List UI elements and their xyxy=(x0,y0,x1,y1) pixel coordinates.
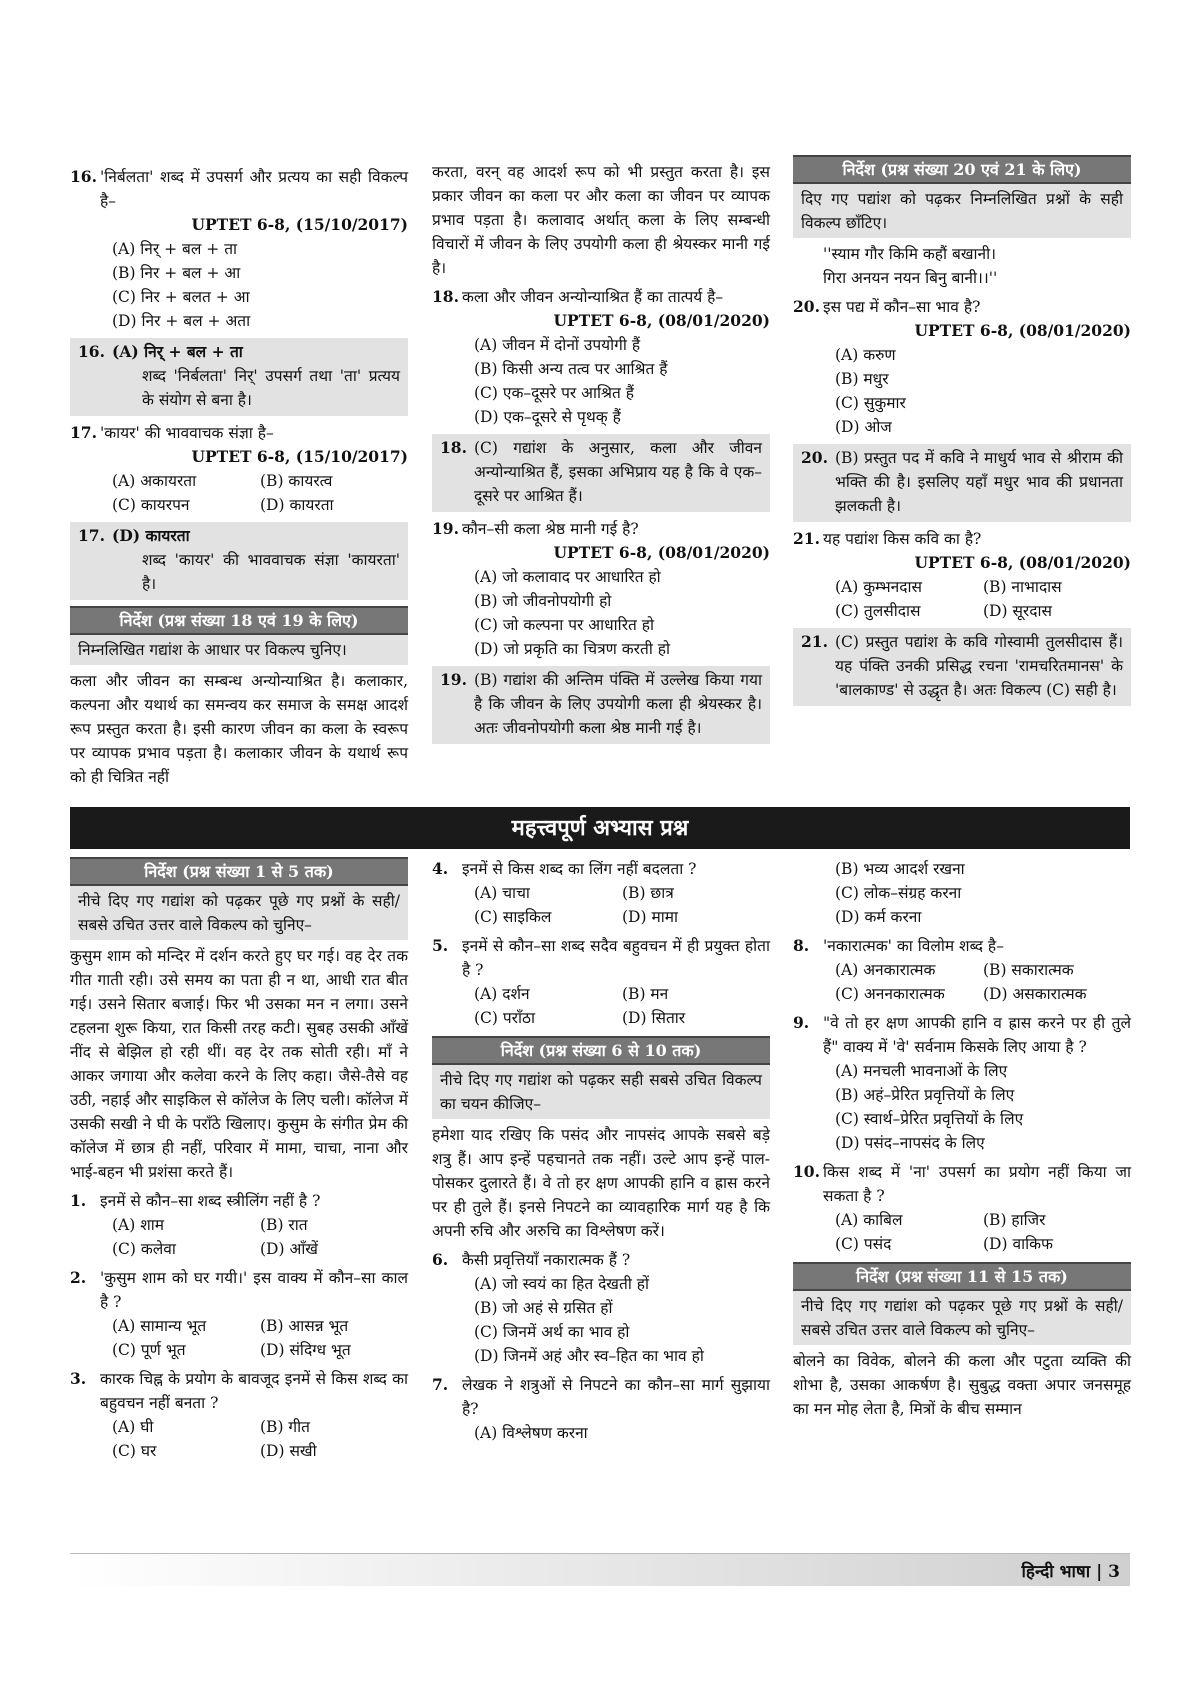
bottom-column-3 xyxy=(793,857,1131,1421)
options xyxy=(793,575,1131,623)
answer-explanation: प्रस्तुत पद्यांश के कवि गोस्वामी तुलसीदास हैं। यह पंक्ति उनकी प्रसिद्ध रचना 'रामचरितमानस' के 'बालकाण्ड' से उद्धृत है। अतः विकल्प (C) सही है। xyxy=(835,633,1123,699)
question-number: 9. xyxy=(793,1013,810,1032)
answer-number: 20. xyxy=(801,448,828,467)
question-8 xyxy=(793,934,1131,958)
answer-head: (B) xyxy=(474,671,498,689)
question-text: इनमें से कौन–सा शब्द सदैव बहुवचन में ही प्रयुक्त होता है ? xyxy=(462,937,770,979)
option: (D) सखी xyxy=(260,1442,317,1460)
options xyxy=(793,343,1131,439)
question-number: 21. xyxy=(793,529,820,548)
passage: बोलने का विवेक, बोलने की कला और पटुता व्यक्ति की शोभा है, उसका आकर्षण है। सुबुद्ध वक्ता अपार जनसमूह का मन मोह लेता है, मित्रों के बीच सम्मान xyxy=(793,1352,1131,1418)
option: (A) निर् + बल + ता xyxy=(112,240,238,258)
question-number: 1. xyxy=(70,1191,87,1210)
question-number: 17. xyxy=(70,423,97,442)
options xyxy=(793,1059,1131,1155)
options xyxy=(432,333,770,429)
question-7 xyxy=(432,1373,770,1421)
question-4 xyxy=(432,857,770,881)
option: (B) हाजिर xyxy=(983,1211,1046,1229)
question-5 xyxy=(432,934,770,982)
passage-continued: करता, वरन् वह आदर्श रूप को भी प्रस्तुत करता है। इस प्रकार जीवन का कला पर और कला का जीवन पर व्यापक प्रभाव पड़ता है। कलावाद अर्थात् कला के लिए सम्बन्धी विचारों में जीवन के लिए उपयोगी कला ही श्रेयस्कर मानी गई है। xyxy=(432,163,770,277)
answer-16 xyxy=(70,338,408,416)
answer-18 xyxy=(432,434,770,512)
option: (B) मन xyxy=(622,985,669,1003)
option: (A) घी xyxy=(112,1418,154,1436)
option: (A) चाचा xyxy=(474,884,530,902)
question-text: किस शब्द में 'ना' उपसर्ग का प्रयोग नहीं किया जा सकता है ? xyxy=(823,1163,1131,1205)
option: (A) सामान्य भूत xyxy=(112,1317,207,1335)
question-text: कौन–सी कला श्रेष्ठ मानी गई है? xyxy=(462,520,639,538)
option: (C) लोक–संग्रह करना xyxy=(835,884,962,902)
question-text: इनमें से कौन–सा शब्द स्त्रीलिंग नहीं है ? xyxy=(100,1192,321,1210)
option: (C) पूर्ण भूत xyxy=(112,1341,186,1359)
option: (A) कुम्भनदास xyxy=(835,578,922,596)
question-number: 18. xyxy=(432,287,459,306)
question-text: 'नकारात्मक' का विलोम शब्द है– xyxy=(823,937,1004,955)
question-text: कैसी प्रवृत्तियाँ नकारात्मक हैं ? xyxy=(462,1251,631,1269)
option: (B) कायरत्व xyxy=(260,472,333,490)
question-9 xyxy=(793,1011,1131,1059)
option: (A) जो कलावाद पर आधारित हो xyxy=(474,568,661,586)
answer-head: (B) xyxy=(835,449,859,467)
option: (D) कर्म करना xyxy=(835,908,922,926)
option: (D) संदिग्ध भूत xyxy=(260,1341,351,1359)
question-3 xyxy=(70,1367,408,1415)
footer-page-label: हिन्दी भाषा | 3 xyxy=(1021,1562,1120,1582)
section-banner: महत्त्वपूर्ण अभ्यास प्रश्न xyxy=(70,807,1130,849)
question-19 xyxy=(432,517,770,541)
option: (D) निर + बल + अता xyxy=(112,312,251,330)
question-number: 10. xyxy=(793,1162,820,1181)
question-10 xyxy=(793,1160,1131,1208)
question-text: 'निर्बलता' शब्द में उपसर्ग और प्रत्यय का सही विकल्प है– xyxy=(100,168,408,210)
option: (B) जो अहं से ग्रसित हों xyxy=(474,1299,613,1317)
option: (D) वाकिफ xyxy=(983,1235,1053,1253)
question-text: 'कुसुम शाम को घर गयी।' इस वाक्य में कौन–सा काल है ? xyxy=(100,1269,408,1311)
answer-number: 18. xyxy=(440,438,467,457)
question-number: 8. xyxy=(793,936,810,955)
top-column-1 xyxy=(70,160,408,789)
option: (A) विश्लेषण करना xyxy=(474,1424,588,1442)
option: (A) शाम xyxy=(112,1216,165,1234)
option: (D) कायरता xyxy=(260,496,334,514)
option: (C) कलेवा xyxy=(112,1240,176,1258)
page-footer xyxy=(70,1553,1130,1586)
direction-text: नीचे दिए गए गद्यांश को पढ़कर सही सबसे उचित विकल्प का चयन कीजिए– xyxy=(432,1065,770,1119)
answer-head: (C) xyxy=(474,439,498,457)
options xyxy=(432,1421,770,1445)
answer-number: 21. xyxy=(801,632,828,651)
option: (C) तुलसीदास xyxy=(835,602,921,620)
option: (C) कायरपन xyxy=(112,496,190,514)
question-text: यह पद्यांश किस कवि का है? xyxy=(823,530,982,548)
option: (A) जो स्वयं का हित देखती हों xyxy=(474,1275,650,1293)
option: (C) अननकारात्मक xyxy=(835,985,945,1003)
passage: कुसुम शाम को मन्दिर में दर्शन करते हुए घर गई। वह देर तक गीत गाती रही। उसे समय का पता ही न था, आधी रात बीत गई। उसने सितार बजाई। फिर भी उसका मन न लगा। उसने टहलना शुरू किया, रात किसी तरह कटी। सुबह उसकी आँखें नींद से बेझिल हो रही थीं। वह देर तक सोती रही। माँ ने आकर जगाया और कलेवा करने के लिए कहा। जैसे-तैसे वह उठी, नहाई और साइकिल से कॉलेज के लिए चली। कॉलेज में उसकी सखी ने घी के पराँठे खिलाए। कुसुम के संगीत प्रेम की कॉलेज में छात्र ही नहीं, परिवार में मामा, चाचा, नाना और भाई-बहन भी प्रशंसा करते हैं। xyxy=(70,947,408,1181)
question-1 xyxy=(70,1189,408,1213)
option: (C) जिनमें अर्थ का भाव हो xyxy=(474,1323,630,1341)
direction-heading: निर्देश (प्रश्न संख्या 1 से 5 तक) xyxy=(70,857,408,886)
verse-line: गिरा अनयन नयन बिनु बानी।।'' xyxy=(823,269,998,287)
exam-source: UPTET 6-8, (08/01/2020) xyxy=(553,543,770,562)
option: (B) अहं–प्रेरित प्रवृत्तियों के लिए xyxy=(835,1086,1015,1104)
option: (A) दर्शन xyxy=(474,985,530,1003)
question-6 xyxy=(432,1248,770,1272)
options xyxy=(432,881,770,929)
answer-number: 19. xyxy=(440,670,467,689)
answer-19 xyxy=(432,666,770,744)
exam-source: UPTET 6-8, (08/01/2020) xyxy=(914,321,1131,340)
options xyxy=(793,958,1131,1006)
answer-explanation: गद्यांश के अनुसार, कला और जीवन अन्योन्याश्रित हैं, इसका अभिप्राय यह है कि वे एक–दूसरे पर आश्रित हैं। xyxy=(474,439,762,505)
question-text: कारक चिह्न के प्रयोग के बावजूद इनमें से किस शब्द का बहुवचन नहीं बनता ? xyxy=(100,1370,408,1412)
bottom-column-2 xyxy=(432,857,770,1445)
answer-head: (D) कायरता xyxy=(112,526,190,545)
option: (A) काबिल xyxy=(835,1211,903,1229)
options xyxy=(432,982,770,1030)
option: (D) जो प्रकृति का चित्रण करती हो xyxy=(474,640,671,658)
bottom-column-1 xyxy=(70,857,408,1463)
options xyxy=(793,1208,1131,1256)
answer-explanation: प्रस्तुत पद में कवि ने माधुर्य भाव से श्रीराम की भक्ति की है। इसलिए यहाँ मधुर भाव की प्रधानता झलकती है। xyxy=(835,449,1123,515)
question-20 xyxy=(793,295,1131,319)
option: (B) निर + बल + आ xyxy=(112,264,241,282)
answer-head: (C) xyxy=(835,633,859,651)
answer-17 xyxy=(70,522,408,600)
exam-source: UPTET 6-8, (08/01/2020) xyxy=(553,311,770,330)
answer-explanation: शब्द 'निर्बलता' निर्' उपसर्ग तथा 'ता' प्रत्यय के संयोग से बना है। xyxy=(142,367,400,409)
options xyxy=(70,237,408,333)
question-number: 7. xyxy=(432,1375,449,1394)
question-number: 3. xyxy=(70,1369,87,1388)
answer-head: (A) निर् + बल + ता xyxy=(112,342,243,361)
exam-source: UPTET 6-8, (15/10/2017) xyxy=(191,447,408,466)
option: (B) आसन्न भूत xyxy=(260,1317,349,1335)
option: (D) सितार xyxy=(622,1009,686,1027)
answer-20 xyxy=(793,444,1131,522)
option: (C) स्वार्थ–प्रेरित प्रवृत्तियों के लिए xyxy=(835,1110,1024,1128)
option: (B) जो जीवनोपयोगी हो xyxy=(474,592,612,610)
question-number: 6. xyxy=(432,1250,449,1269)
top-column-2 xyxy=(432,160,770,744)
option: (B) नाभादास xyxy=(983,578,1062,596)
option: (D) जिनमें अहं और स्व–हित का भाव हो xyxy=(474,1347,704,1365)
option: (B) गीत xyxy=(260,1418,310,1436)
verse-line: ''स्याम गौर किमि कहौं बखानी। xyxy=(823,245,997,263)
options xyxy=(70,1213,408,1261)
option: (A) जीवन में दोनों उपयोगी हैं xyxy=(474,336,641,354)
option: (C) एक–दूसरे पर आश्रित हैं xyxy=(474,384,634,402)
question-number: 16. xyxy=(70,167,97,186)
question-text: इनमें से किस शब्द का लिंग नहीं बदलता ? xyxy=(462,860,697,878)
direction-text: दिए गए पद्यांश को पढ़कर निम्नलिखित प्रश्नों के सही विकल्प छाँटिए। xyxy=(793,184,1131,238)
question-18 xyxy=(432,285,770,309)
direction-text: निम्नलिखित गद्यांश के आधार पर विकल्प चुनिए। xyxy=(70,635,408,665)
question-text: "वे तो हर क्षण आपकी हानि व ह्रास करने पर ही तुले हैं" वाक्य में 'वे' सर्वनाम किसके लिए आया है ? xyxy=(823,1014,1131,1056)
direction-text: नीचे दिए गए गद्यांश को पढ़कर पूछे गए प्रश्नों के सही/सबसे उचित उत्तर वाले विकल्प को चुनिए– xyxy=(793,1291,1131,1345)
answer-number: 17. xyxy=(78,526,105,545)
question-number: 19. xyxy=(432,519,459,538)
option: (D) सूरदास xyxy=(983,602,1052,620)
passage: कला और जीवन का सम्बन्ध अन्योन्याश्रित है। कलाकार, कल्पना और यथार्थ का समन्वय कर समाज के समक्ष आदर्श रूप प्रस्तुत करता है। इसी कारण जीवन का कला के स्वरूप पर व्यापक प्रभाव पड़ता है। कलाकार जीवन के यथार्थ रूप को ही चित्रित नहीं xyxy=(70,672,408,786)
option: (C) पराँठा xyxy=(474,1009,536,1027)
option: (C) निर + बलत + आ xyxy=(112,288,250,306)
option: (A) अकायरता xyxy=(112,472,197,490)
option: (D) एक–दूसरे से पृथक् हैं xyxy=(474,408,621,426)
question-2 xyxy=(70,1266,408,1314)
option: (C) घर xyxy=(112,1442,157,1460)
option: (D) मामा xyxy=(622,908,679,926)
option: (C) सुकुमार xyxy=(835,394,906,412)
question-number: 20. xyxy=(793,297,820,316)
option: (D) आँखें xyxy=(260,1240,318,1258)
option: (D) पसंद–नापसंद के लिए xyxy=(835,1134,985,1152)
options xyxy=(70,469,408,517)
top-column-3 xyxy=(793,155,1131,706)
direction-heading: निर्देश (प्रश्न संख्या 20 एवं 21 के लिए) xyxy=(793,155,1131,184)
direction-heading: निर्देश (प्रश्न संख्या 6 से 10 तक) xyxy=(432,1036,770,1065)
question-number: 5. xyxy=(432,936,449,955)
option: (A) अनकारात्मक xyxy=(835,961,936,979)
answer-explanation: गद्यांश की अन्तिम पंक्ति में उल्लेख किया गया है कि जीवन के लिए उपयोगी कला ही श्रेयस्कर है। अतः जीवनोपयोगी कला श्रेष्ठ मानी गई है। xyxy=(474,671,762,737)
question-21 xyxy=(793,527,1131,551)
exam-source: UPTET 6-8, (15/10/2017) xyxy=(191,215,408,234)
option: (B) किसी अन्य तत्व पर आश्रित हैं xyxy=(474,360,668,378)
option: (B) सकारात्मक xyxy=(983,961,1074,979)
options xyxy=(432,1272,770,1368)
question-number: 4. xyxy=(432,859,449,878)
option: (D) असकारात्मक xyxy=(983,985,1087,1003)
option: (A) मनचली भावनाओं के लिए xyxy=(835,1062,1008,1080)
option: (A) करुण xyxy=(835,346,896,364)
passage: हमेशा याद रखिए कि पसंद और नापसंद आपके सबसे बड़े शत्रु हैं। आप इन्हें पहचानते तक नहीं। उल्टे आप इन्हें पाल-पोसकर दुलारते हैं। वे तो हर क्षण आपकी हानि व ह्रास करने पर ही तुले हैं। इनसे निपटने का व्यावहारिक मार्ग यह है कि अपनी रुचि और अरुचि का विश्लेषण करें। xyxy=(432,1126,770,1240)
option: (B) छात्र xyxy=(622,884,674,902)
answer-number: 16. xyxy=(78,342,105,361)
option: (D) ओज xyxy=(835,418,892,436)
answer-explanation: शब्द 'कायर' की भाववाचक संज्ञा 'कायरता' है। xyxy=(142,551,400,593)
option: (C) पसंद xyxy=(835,1235,892,1253)
options xyxy=(70,1415,408,1463)
exam-source: UPTET 6-8, (08/01/2020) xyxy=(914,553,1131,572)
direction-heading: निर्देश (प्रश्न संख्या 18 एवं 19 के लिए) xyxy=(70,606,408,635)
answer-21 xyxy=(793,628,1131,706)
option: (C) जो कल्पना पर आधारित हो xyxy=(474,616,655,634)
direction-text: नीचे दिए गए गद्यांश को पढ़कर पूछे गए प्रश्नों के सही/सबसे उचित उत्तर वाले विकल्प को चुनिए– xyxy=(70,886,408,940)
option: (B) रात xyxy=(260,1216,308,1234)
options xyxy=(70,1314,408,1362)
question-text: 'कायर' की भाववाचक संज्ञा है– xyxy=(100,424,274,442)
question-number: 2. xyxy=(70,1268,87,1287)
option: (C) साइकिल xyxy=(474,908,552,926)
question-16 xyxy=(70,165,408,213)
question-text: कला और जीवन अन्योन्याश्रित हैं का तात्पर्य है– xyxy=(462,288,724,306)
option: (B) मधुर xyxy=(835,370,889,388)
direction-heading: निर्देश (प्रश्न संख्या 11 से 15 तक) xyxy=(793,1262,1131,1291)
options-continued xyxy=(793,857,1131,929)
question-text: इस पद्य में कौन–सा भाव है? xyxy=(823,298,981,316)
question-17 xyxy=(70,421,408,445)
options xyxy=(432,565,770,661)
option: (B) भव्य आदर्श रखना xyxy=(835,860,965,878)
question-text: लेखक ने शत्रुओं से निपटने का कौन–सा मार्ग सुझाया है? xyxy=(462,1376,770,1418)
